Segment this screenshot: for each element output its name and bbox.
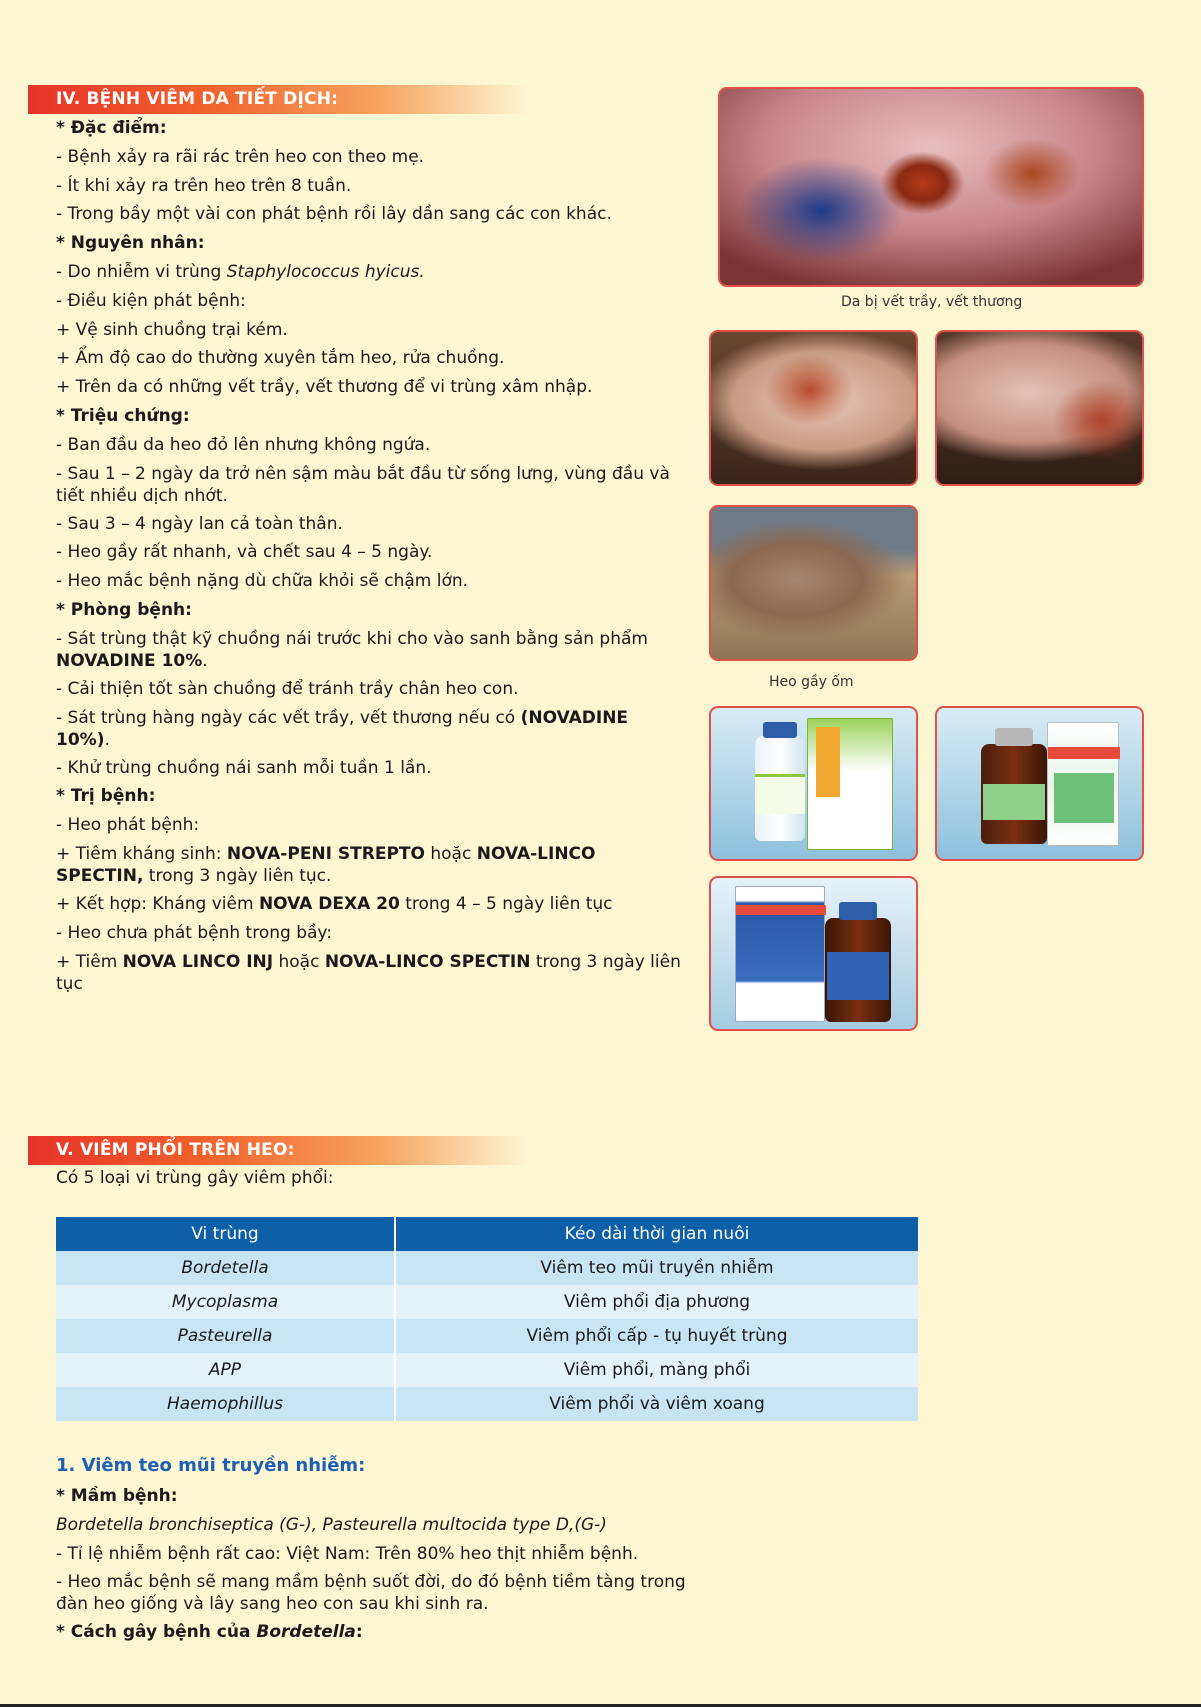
tri-benh-item (56, 840, 686, 890)
phong-benh-item: - Khử trùng chuồng nái sanh mỗi tuần 1 lần. (56, 757, 432, 778)
product-photo-dexa-20 (935, 706, 1144, 861)
cause-line (56, 258, 686, 287)
tri-benh-item (56, 948, 686, 998)
pathogen-table (56, 1217, 918, 1421)
punct: . (104, 729, 110, 750)
product-photo-linco-spectin (709, 876, 918, 1031)
product-nova-linco-spectin: NOVA-LINCO SPECTIN (324, 951, 531, 972)
product-nova-linco-inj: NOVA LINCO INJ (122, 951, 274, 972)
product-photo-peni-strepto (709, 706, 918, 861)
text: hoặc (273, 951, 325, 972)
dac-diem-item: - Ít khi xảy ra trên heo trên 8 tuần. (56, 175, 352, 196)
table-header-row (56, 1217, 918, 1251)
organisms-text: Bordetella bronchiseptica (G-), Pasteurella multocida type D,(G-) (56, 1514, 607, 1535)
section-5-header: V. VIÊM PHỔI TRÊN HEO: (28, 1136, 528, 1165)
phong-benh-text: - Sát trùng hàng ngày các vết trầy, vết thương nếu có (56, 707, 521, 728)
nguyen-nhan-item: + Ẩm độ cao do thường xuyên tắm heo, rửa chuồng. (56, 348, 505, 369)
trieu-chung-item: - Heo gầy rất nhanh, và chết sau 4 – 5 ngày. (56, 542, 433, 563)
table-row (56, 1285, 918, 1319)
text: + Tiêm kháng sinh: (56, 843, 227, 864)
product-nova-dexa-20: NOVA DEXA 20 (258, 893, 400, 914)
thin-piglet-photo (709, 505, 918, 661)
cach-gay-benh-heading (56, 1618, 716, 1647)
thin-caption: Heo gầy ốm (769, 674, 854, 690)
disease-cell: Viêm teo mũi truyền nhiễm (395, 1251, 918, 1285)
box-icon (1047, 722, 1119, 846)
pathogen-cell: Bordetella (56, 1251, 395, 1285)
trieu-chung-heading: * Triệu chứng: (56, 405, 190, 426)
pathogen-cell: Mycoplasma (56, 1285, 395, 1319)
dac-diem-item: - Trong bầy một vài con phát bệnh rồi lây dần sang các con khác. (56, 204, 612, 225)
table-row (56, 1251, 918, 1285)
cause-prefix: - Do nhiễm vi trùng (56, 261, 227, 282)
nguyen-nhan-item: + Vệ sinh chuồng trại kém. (56, 319, 288, 340)
table-row (56, 1387, 918, 1421)
bottle-icon (755, 736, 805, 841)
subsection-1-title: 1. Viêm teo mũi truyền nhiễm: (56, 1455, 366, 1476)
text: + Tiêm (56, 951, 123, 972)
trieu-chung-item: - Sau 3 – 4 ngày lan cả toàn thân. (56, 513, 343, 534)
pathogen-cell: Pasteurella (56, 1319, 395, 1353)
nguyen-nhan-item: - Điều kiện phát bệnh: (56, 290, 246, 311)
bottle-icon (825, 918, 891, 1022)
disease-cell: Viêm phổi, màng phổi (395, 1353, 918, 1387)
disease-cell: Viêm phổi địa phương (395, 1285, 918, 1319)
text: trong 3 ngày liên tục. (143, 865, 332, 886)
section-4-text (56, 114, 686, 998)
tri-benh-item: - Heo chưa phát bệnh trong bầy: (56, 922, 332, 943)
phong-benh-item (56, 704, 686, 754)
trieu-chung-item: - Sau 1 – 2 ngày da trở nên sậm màu bắt đầu từ sống lưng, vùng đầu và tiết nhiều dịch nhớt. (56, 463, 670, 506)
phong-benh-item: - Cải thiện tốt sàn chuồng để tránh trầy chân heo con. (56, 678, 519, 699)
section-5-intro (56, 1164, 686, 1193)
table-row (56, 1319, 918, 1353)
cach-prefix: * Cách gây bệnh của (56, 1622, 257, 1643)
box-icon (807, 718, 893, 850)
cause-organism: Staphylococcus hyicus. (226, 261, 425, 282)
sub1-item: - Tỉ lệ nhiễm bệnh rất cao: Việt Nam: Trên 80% heo thịt nhiễm bệnh. (56, 1543, 639, 1564)
col-header-disease: Kéo dài thời gian nuôi (395, 1217, 918, 1251)
product-nova-peni-strepto: NOVA-PENI STREPTO (226, 843, 425, 864)
subsection-1-text (56, 1482, 716, 1647)
trieu-chung-item: - Heo mắc bệnh nặng dù chữa khỏi sẽ chậm lớn. (56, 571, 469, 592)
dac-diem-item: - Bệnh xảy ra rãi rác trên heo con theo mẹ. (56, 146, 425, 167)
text: + Kết hợp: Kháng viêm (56, 893, 259, 914)
tri-benh-heading: * Trị bệnh: (56, 786, 156, 807)
cach-end: : (355, 1622, 363, 1643)
pathogen-cell: Haemophillus (56, 1387, 395, 1421)
phong-benh-heading: * Phòng bệnh: (56, 599, 192, 620)
intro-text: Có 5 loại vi trùng gây viêm phổi: (56, 1168, 334, 1188)
dac-diem-heading: * Đặc điểm: (56, 118, 167, 138)
pathogen-cell: APP (56, 1353, 395, 1387)
piglet-photo-1 (709, 330, 918, 486)
organisms-line (56, 1511, 716, 1540)
punct: . (202, 650, 208, 671)
wound-photo (718, 87, 1144, 287)
col-header-pathogen: Vi trùng (56, 1217, 395, 1251)
disease-cell: Viêm phổi và viêm xoang (395, 1387, 918, 1421)
piglet-photo-2 (935, 330, 1144, 486)
nguyen-nhan-item: + Trên da có những vết trầy, vết thương để vi trùng xâm nhập. (56, 377, 593, 398)
table-row (56, 1353, 918, 1387)
section-4-header: IV. BỆNH VIÊM DA TIẾT DỊCH: (28, 85, 528, 114)
phong-benh-text: - Sát trùng thật kỹ chuồng nái trước khi cho vào sanh bằng sản phẩm (56, 628, 648, 649)
phong-benh-item (56, 625, 686, 675)
sub1-item: - Heo mắc bệnh sẽ mang mầm bệnh suốt đời, do đó bệnh tiềm tàng trong đàn heo giống và lây sang heo con sau khi sinh ra. (56, 1572, 686, 1615)
tri-benh-item (56, 890, 686, 919)
box-icon (735, 886, 825, 1022)
bottle-icon (981, 744, 1047, 844)
text: hoặc (424, 843, 477, 864)
tri-benh-item: - Heo phát bệnh: (56, 815, 200, 836)
trieu-chung-item: - Ban đầu da heo đỏ lên nhưng không ngứa. (56, 434, 431, 455)
wound-caption: Da bị vết trầy, vết thương (841, 294, 1023, 310)
product-novadine: NOVADINE 10% (56, 650, 203, 671)
disease-cell: Viêm phổi cấp - tụ huyết trùng (395, 1319, 918, 1353)
text: trong 4 – 5 ngày liên tục (399, 893, 613, 914)
product-novadine: (NOVADINE 10%) (56, 707, 629, 750)
text: trong 3 ngày liên tục (56, 951, 681, 994)
product-nova-linco-spectin: NOVA-LINCO SPECTIN, (56, 843, 596, 886)
mam-benh-heading: * Mầm bệnh: (56, 1486, 178, 1506)
nguyen-nhan-heading: * Nguyên nhân: (56, 233, 205, 254)
cach-organism: Bordetella (256, 1622, 356, 1643)
